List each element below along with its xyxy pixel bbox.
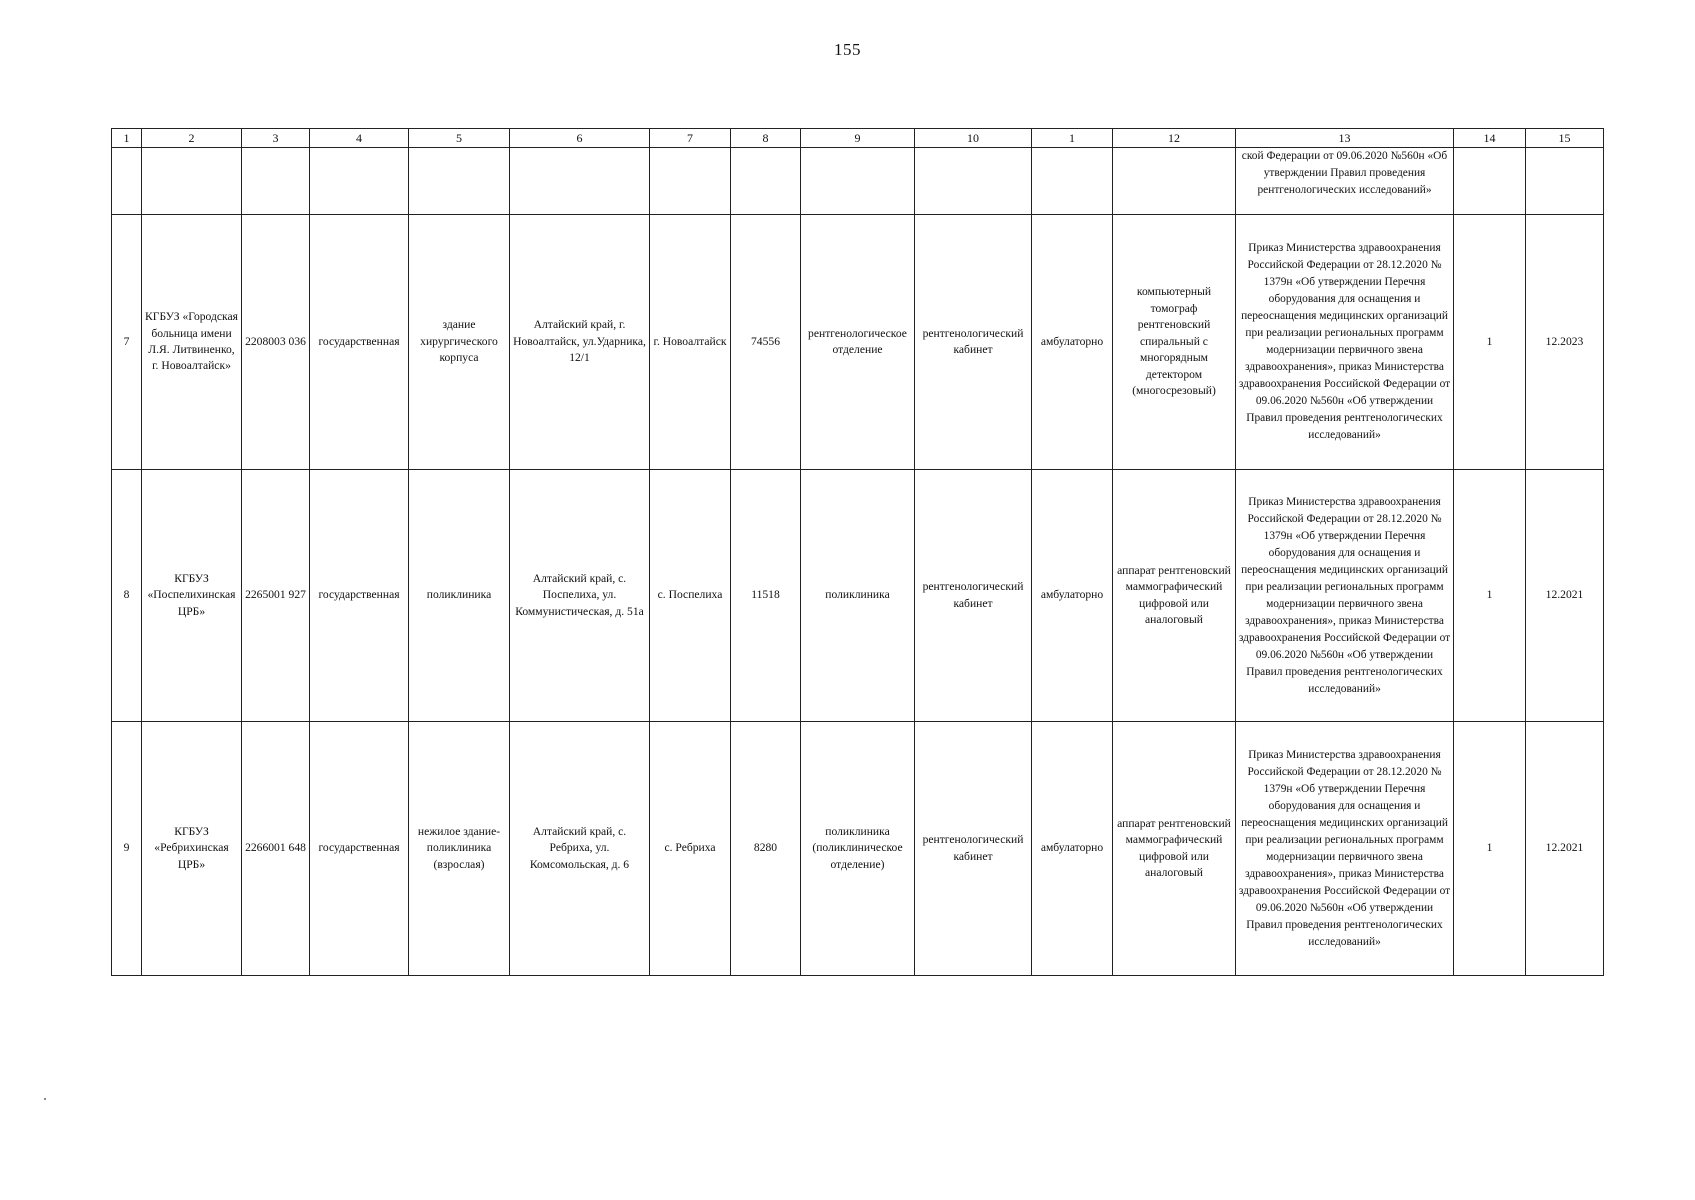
column-number: 5 [409,129,510,148]
building-cell: поликлиника [409,470,510,722]
column-number: 1 [112,129,142,148]
address-cell: Алтайский край, г. Новоалтайск, ул.Ударника, 12/1 [510,215,650,470]
row-number: 8 [112,470,142,722]
ownership-cell: государственная [310,470,409,722]
population-cell: 8280 [731,722,801,976]
column-number: 10 [915,129,1032,148]
legal-basis-cell: ской Федерации от 09.06.2020 №560н «Об утверждении Правил проведения рентгенологических исследований» [1236,148,1454,215]
table-cell [112,148,142,215]
column-number: 3 [242,129,310,148]
locality-cell: с. Ребриха [650,722,731,976]
date-cell: 12.2023 [1526,215,1604,470]
date-cell: 12.2021 [1526,470,1604,722]
room-cell: рентгенологический кабинет [915,470,1032,722]
locality-cell: г. Новоалтайск [650,215,731,470]
table-row [112,215,1604,470]
date-cell: 12.2021 [1526,722,1604,976]
column-number-row [112,129,1604,148]
table-cell [510,148,650,215]
table-cell [915,148,1032,215]
table-cell [801,148,915,215]
organization-cell: КГБУЗ «Городская больница имени Л.Я. Литвиненко, г. Новоалтайск» [142,215,242,470]
column-number: 1 [1032,129,1113,148]
care-type-cell: амбулаторно [1032,470,1113,722]
table-cell [310,148,409,215]
page-number: 155 [834,40,861,59]
quantity-cell: 1 [1454,722,1526,976]
equipment-table [111,128,1604,976]
column-number: 4 [310,129,409,148]
organization-cell: КГБУЗ «Поспелихинская ЦРБ» [142,470,242,722]
quantity-cell: 1 [1454,215,1526,470]
column-number: 14 [1454,129,1526,148]
population-cell: 11518 [731,470,801,722]
address-cell: Алтайский край, с. Ребриха, ул. Комсомольская, д. 6 [510,722,650,976]
equipment-cell: компьютерный томограф рентгеновский спиральный с многорядным детектором (многосрезовый) [1113,215,1236,470]
locality-cell: с. Поспелиха [650,470,731,722]
table-row [112,722,1604,976]
table-cell [142,148,242,215]
inn-cell: 2266001 648 [242,722,310,976]
ownership-cell: государственная [310,215,409,470]
legal-basis-cell: Приказ Министерства здравоохранения Российской Федерации от 28.12.2020 № 1379н «Об утверждении Перечня оборудования для оснащения и переоснащения медицинских организаций при реализации региональных программ модернизации первичного звена здравоохранения», приказ Министерства здравоохранения Российской Федерации от 09.06.2020 №560н «Об утверждении Правил проведения рентгенологических исследований» [1236,470,1454,722]
ownership-cell: государственная [310,722,409,976]
department-cell: поликлиника [801,470,915,722]
equipment-cell: аппарат рентгеновский маммографический цифровой или аналоговый [1113,722,1236,976]
department-cell: рентгенологическое отделение [801,215,915,470]
column-number: 8 [731,129,801,148]
building-cell: нежилое здание-поликлиника (взрослая) [409,722,510,976]
row-number: 7 [112,215,142,470]
continuation-row [112,148,1604,215]
quantity-cell: 1 [1454,470,1526,722]
column-number: 2 [142,129,242,148]
legal-basis-cell: Приказ Министерства здравоохранения Российской Федерации от 28.12.2020 № 1379н «Об утверждении Перечня оборудования для оснащения и переоснащения медицинских организаций при реализации региональных программ модернизации первичного звена здравоохранения», приказ Министерства здравоохранения Российской Федерации от 09.06.2020 №560н «Об утверждении Правил проведения рентгенологических исследований» [1236,215,1454,470]
care-type-cell: амбулаторно [1032,722,1113,976]
table-cell [242,148,310,215]
inn-cell: 2265001 927 [242,470,310,722]
table-cell [650,148,731,215]
equipment-cell: аппарат рентгеновский маммографический цифровой или аналоговый [1113,470,1236,722]
table-cell [1526,148,1604,215]
table-cell [409,148,510,215]
organization-cell: КГБУЗ «Ребрихинская ЦРБ» [142,722,242,976]
care-type-cell: амбулаторно [1032,215,1113,470]
table-cell [1032,148,1113,215]
column-number: 6 [510,129,650,148]
room-cell: рентгенологический кабинет [915,215,1032,470]
legal-basis-cell: Приказ Министерства здравоохранения Российской Федерации от 28.12.2020 № 1379н «Об утверждении Перечня оборудования для оснащения и переоснащения медицинских организаций при реализации региональных программ модернизации первичного звена здравоохранения», приказ Министерства здравоохранения Российской Федерации от 09.06.2020 №560н «Об утверждении Правил проведения рентгенологических исследований» [1236,722,1454,976]
table-row [112,470,1604,722]
table-cell [731,148,801,215]
population-cell: 74556 [731,215,801,470]
row-number: 9 [112,722,142,976]
table-cell [1113,148,1236,215]
building-cell: здание хирургического корпуса [409,215,510,470]
room-cell: рентгенологический кабинет [915,722,1032,976]
inn-cell: 2208003 036 [242,215,310,470]
column-number: 12 [1113,129,1236,148]
column-number: 13 [1236,129,1454,148]
table-cell [1454,148,1526,215]
address-cell: Алтайский край, с. Поспелиха, ул. Коммунистическая, д. 51а [510,470,650,722]
column-number: 7 [650,129,731,148]
scan-speck [44,1098,46,1100]
department-cell: поликлиника (поликлиническое отделение) [801,722,915,976]
column-number: 15 [1526,129,1604,148]
column-number: 9 [801,129,915,148]
